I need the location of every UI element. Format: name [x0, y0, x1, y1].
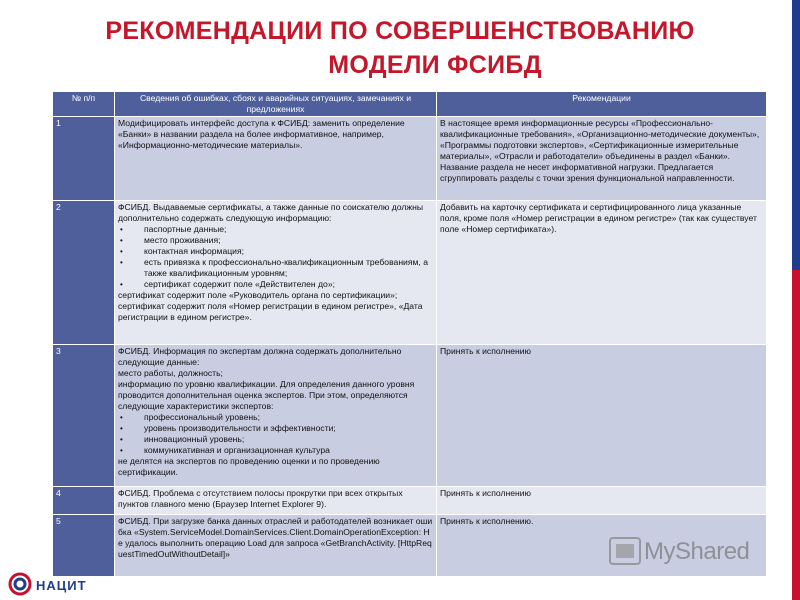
- row-recommendation: Принять к исполнению.: [437, 515, 767, 577]
- row-info: [115, 201, 437, 345]
- bullet-item: • уровень производительности и эффективности;: [118, 423, 433, 434]
- bullet-item: • инновационный уровень;: [118, 434, 433, 445]
- title-line-2: МОДЕЛИ ФСИБД: [328, 51, 542, 79]
- info-text: Модифицировать интерфейс доступа к ФСИБД: заменить определение «Банки» в названии раздела на более информативное, например, «Информационно-методические материалы».: [118, 118, 405, 150]
- info-text: ФСИБД. При загрузке банка данных отраслей и работодателей возникает ошибка «System.ServiceModel.DomainServices.Client.DomainOperationException: Не удалось выполнить операцию Load для запроса «GetBranchActivity. [HttpRequestTimedOutWithoutDetail]»: [118, 516, 433, 559]
- bullet-item: • место проживания;: [118, 235, 433, 246]
- bullet-item: • коммуникативная и организационная культура: [118, 445, 433, 456]
- row-recommendation: Добавить на карточку сертификата и сертифицированного лица указанные поля, кроме поля «Номер регистрации в едином регистре» (так как существует поле «Номер сертификата»).: [437, 201, 767, 345]
- table-row: [53, 345, 767, 487]
- title-line-1: РЕКОМЕНДАЦИИ ПО СОВЕРШЕНСТВОВАНИЮ: [105, 17, 695, 45]
- header-recommendations: Рекомендации: [437, 92, 767, 117]
- row-recommendation: Принять к исполнению: [437, 487, 767, 515]
- info-intro: ФСИБД. Информация по экспертам должна содержать дополнительно следующие данные:: [118, 346, 402, 367]
- info-line: сертификат содержит поле «Руководитель органа по сертификации»;: [118, 290, 398, 300]
- recommendations-table-container: [52, 91, 766, 577]
- info-line: не делятся на экспертов по проведению оценки и по проведению сертификации.: [118, 456, 380, 477]
- table-header-row: [53, 92, 767, 117]
- info-bullet-list: [118, 224, 433, 290]
- info-intro: ФСИБД. Выдаваемые сертификаты, а также данные по соискателю должны дополнительно содержать следующую информацию:: [118, 202, 424, 223]
- header-num: № п/п: [53, 92, 115, 117]
- page-title: [0, 14, 800, 82]
- table-row: [53, 201, 767, 345]
- info-text: ФСИБД. Проблема с отсутствием полосы прокрутки при всех открытых пунктов главного меню (Браузер Internet Explorer 9).: [118, 488, 403, 509]
- bullet-item: • профессиональный уровень;: [118, 412, 433, 423]
- info-line: сертификат содержит поля «Номер регистрации в едином регистре», «Дата регистрации в едином регистре».: [118, 301, 423, 322]
- table-row: [53, 117, 767, 201]
- row-info: [115, 487, 437, 515]
- bullet-item: • контактная информация;: [118, 246, 433, 257]
- bullet-item: • паспортные данные;: [118, 224, 433, 235]
- company-logo-text: НАЦИТ: [36, 578, 87, 593]
- table-row: [53, 487, 767, 515]
- row-info: [115, 515, 437, 577]
- row-recommendation: В настоящее время информационные ресурсы «Профессионально-квалификационные требования», «Организационно-методические документы», «Программы подготовки экспертов», «Сертификационные измерительные материалы», «Отрасли и работодатели» объединены в раздел «Банки». Название раздела не несет информативной нагрузки. Предлагается сгруппировать разделы с точки зрения функциональной направленности.: [437, 117, 767, 201]
- info-line: место работы, должность;: [118, 368, 223, 378]
- info-line: информацию по уровню квалификации. Для определения данного уровня проводится дополнительная оценка экспертов. При этом, определяются следующие характеристики экспертов:: [118, 379, 415, 411]
- row-number: 1: [53, 117, 115, 201]
- recommendations-table: [52, 91, 767, 577]
- info-bullet-list: [118, 412, 433, 456]
- row-info: [115, 345, 437, 487]
- row-number: 5: [53, 515, 115, 577]
- bullet-item: • сертификат содержит поле «Действителен до»;: [118, 279, 433, 290]
- decorative-side-stripe: [792, 0, 800, 600]
- row-number: 3: [53, 345, 115, 487]
- row-recommendation: Принять к исполнению: [437, 345, 767, 487]
- watermark-text: MyShared: [644, 538, 750, 565]
- header-info: Сведения об ошибках, сбоях и аварийных ситуациях, замечаниях и предложениях: [115, 92, 437, 117]
- row-number: 2: [53, 201, 115, 345]
- bullet-item: • есть привязка к профессионально-квалификационным требованиям, а также квалификационным уровням;: [118, 257, 433, 279]
- row-number: 4: [53, 487, 115, 515]
- row-info: [115, 117, 437, 201]
